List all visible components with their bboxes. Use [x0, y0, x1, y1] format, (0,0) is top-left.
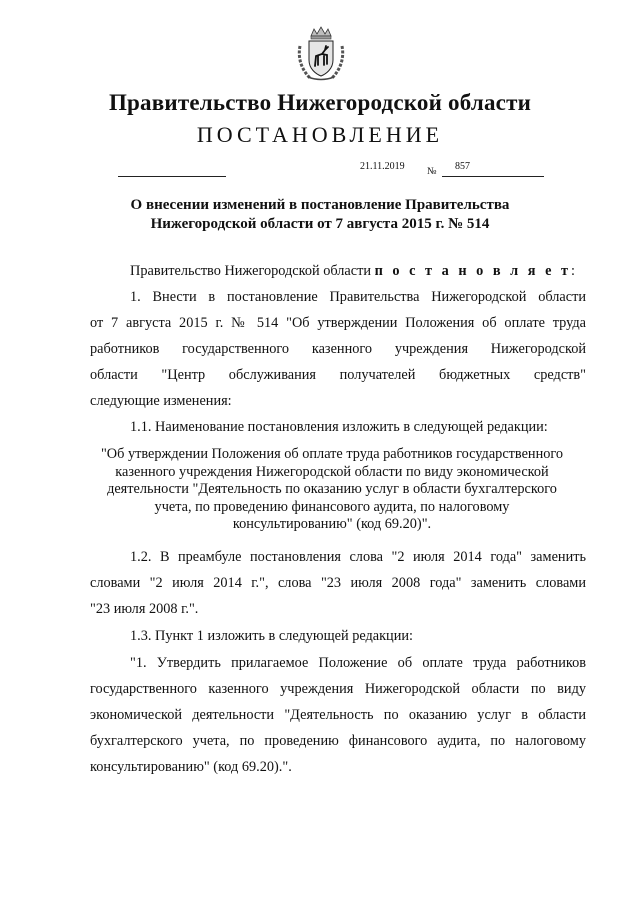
quoted-title — [86, 446, 578, 534]
paragraph-line: государственного казенного учреждения Нижегородской области по виду — [90, 681, 586, 697]
paragraph-1-1: 1.1. Наименование постановления изложить в следующей редакции: — [130, 419, 548, 435]
document-type: ПОСТАНОВЛЕНИЕ — [196, 122, 444, 147]
coat-of-arms-icon — [296, 26, 346, 82]
paragraph-line: области "Центр обслуживания получателей бюджетных средств" — [90, 367, 586, 383]
preamble-text: Правительство Нижегородской области — [130, 263, 371, 279]
subject-line: О внесении изменений в постановление Правительства — [130, 197, 510, 213]
paragraph-line: от 7 августа 2015 г. № 514 "Об утверждении Положения об оплате труда — [90, 315, 586, 331]
quote-line: учета, по проведению финансового аудита, по налоговому — [154, 498, 510, 515]
quote-line: деятельности "Деятельность по оказанию услуг в области бухгалтерского — [107, 481, 557, 497]
paragraph-line: словами "2 июля 2014 г.", слова "23 июля 2008 года" заменить словами — [90, 575, 586, 591]
number-sign: № — [427, 166, 437, 177]
paragraph-line: 1.2. В преамбуле постановления слова "2 июля 2014 года" заменить — [130, 549, 586, 565]
document-date: 21.11.2019 — [360, 161, 405, 172]
number-underline — [442, 176, 544, 177]
paragraph-line: работников государственного казенного учреждения Нижегородской — [90, 341, 586, 357]
preamble — [130, 263, 575, 280]
paragraph-line: консультированию" (код 69.20).". — [90, 759, 292, 775]
document-subject — [90, 196, 550, 234]
quote-line: консультированию" (код 69.20)". — [232, 516, 432, 532]
paragraph-line: "1. Утвердить прилагаемое Положение об оплате труда работников — [130, 655, 586, 671]
document-number: 857 — [455, 161, 470, 172]
subject-line: Нижегородской области от 7 августа 2015 г. № 514 — [150, 216, 490, 232]
paragraph-line: 1. Внести в постановление Правительства Нижегородской области — [130, 289, 586, 305]
signature-line-left — [118, 176, 226, 177]
quote-line: "Об утверждении Положения об оплате труда работников государственного — [100, 446, 564, 462]
paragraph-line: экономической деятельности "Деятельность по оказанию услуг в области — [90, 707, 586, 723]
decree-word: п о с т а н о в л я е т — [374, 263, 572, 279]
quote-line: казенного учреждения Нижегородской области по виду экономической — [115, 463, 549, 480]
paragraph-1-3: 1.3. Пункт 1 изложить в следующей редакции: — [130, 628, 413, 644]
paragraph-line: "23 июля 2008 г.". — [90, 601, 199, 617]
preamble-colon: : — [571, 263, 576, 279]
paragraph-line: следующие изменения: — [90, 393, 232, 409]
paragraph-line: бухгалтерского учета, по проведению финансового аудита, по налоговому — [90, 733, 586, 749]
government-name: Правительство Нижегородской области — [108, 90, 532, 115]
